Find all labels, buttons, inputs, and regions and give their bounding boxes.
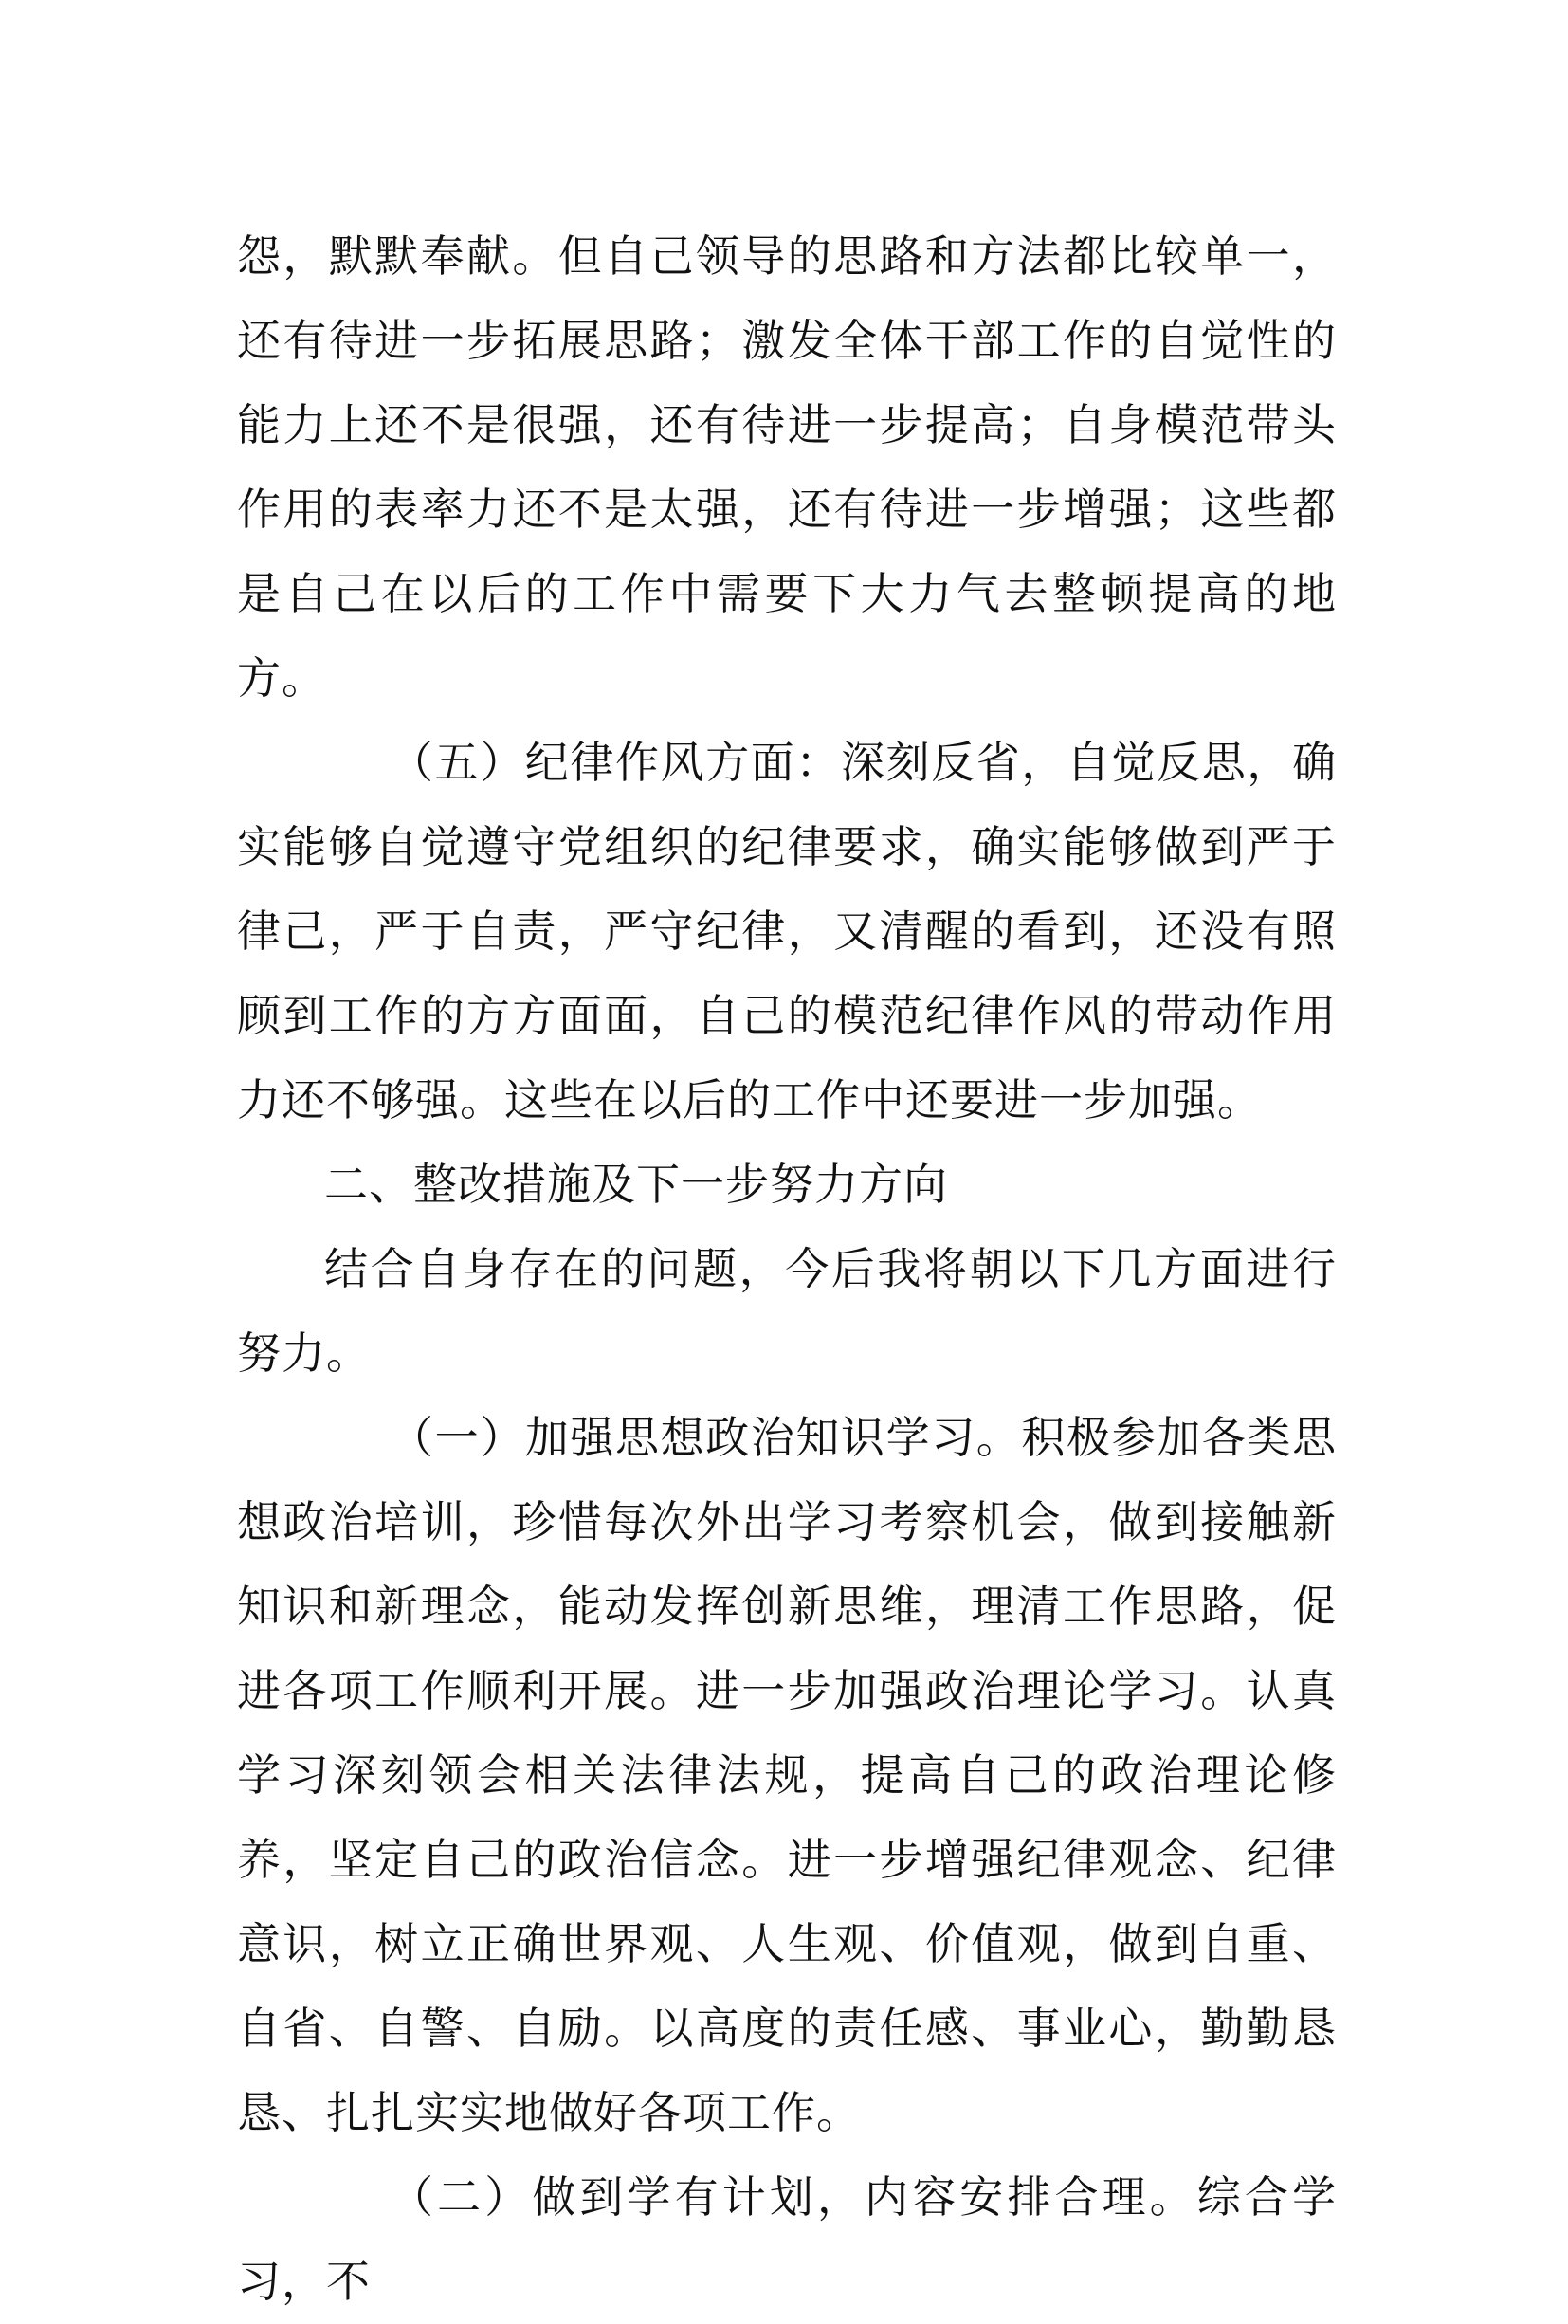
document-body — [237, 214, 1337, 2324]
paragraph-continuation: 怨，默默奉献。但自己领导的思路和方法都比较单一，还有待进一步拓展思路；激发全体干部工作的自觉性的能力上还不是很强，还有待进一步提高；自身模范带头作用的表率力还不是太强，还有待进一步增强；这些都是自己在以后的工作中需要下大力气去整顿提高的地方。 — [237, 230, 1337, 704]
section-heading-rectification: 二、整改措施及下一步努力方向 — [324, 1159, 948, 1210]
paragraph-study-plan: （二）做到学有计划，内容安排合理。综合学习，不 — [237, 2171, 1337, 2307]
paragraph-political-study: （一）加强思想政治知识学习。积极参加各类思想政治培训，珍惜每次外出学习考察机会，做到接触新知识和新理念，能动发挥创新思维，理清工作思路，促进各项工作顺利开展。进一步加强政治理论学习。认真学习深刻领会相关法律法规，提高自己的政治理论修养，坚定自己的政治信念。进一步增强纪律观念、纪律意识，树立正确世界观、人生观、价值观，做到自重、自省、自警、自励。以高度的责任感、事业心，勤勤恳恳、扎扎实实地做好各项工作。 — [237, 1412, 1337, 2138]
paragraph-discipline-style: （五）纪律作风方面：深刻反省，自觉反思，确实能够自觉遵守党组织的纪律要求，确实能够做到严于律己，严于自责，严守纪律，又清醒的看到，还没有照顾到工作的方方面面，自己的模范纪律作风的带动作用力还不够强。这些在以后的工作中还要进一步加强。 — [237, 737, 1337, 1125]
paragraph-intro: 结合自身存在的问题，今后我将朝以下几方面进行努力。 — [237, 1243, 1337, 1379]
